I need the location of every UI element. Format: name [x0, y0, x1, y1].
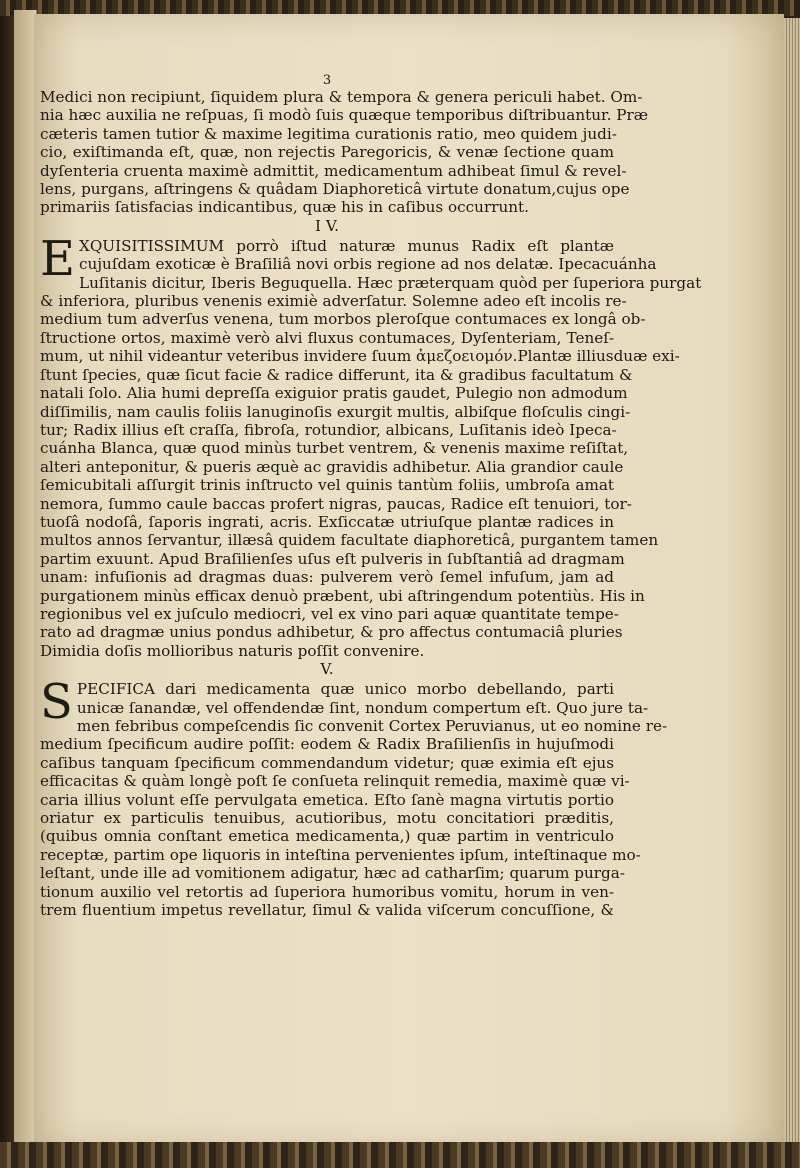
text-line: multos annos ſervantur, illæsâ quidem facultate diaphoreticâ, purgantem tamen	[40, 531, 659, 550]
page-text	[40, 72, 702, 920]
text-line: oriatur ex particulis tenuibus, acutioribus, motu concitatiori præditis,	[40, 809, 614, 828]
book-spine	[0, 0, 14, 1168]
text-line: efficacitas & quàm longè poſt ſe conſueta relinquit remedia, maximè quæ vi-	[40, 772, 630, 791]
intro-paragraph	[40, 88, 649, 217]
section-iv-paragraph	[40, 230, 702, 660]
text-line: dyſenteria cruenta maximè admittit, medicamentum adhibeat ſimul & revel-	[40, 161, 627, 180]
text-line: lens, purgans, aſtringens & quâdam Diaphoreticâ virtute donatum,cujus ope	[40, 180, 630, 199]
text-line: cio, exiſtimanda eſt, quæ, non rejectis Paregoricis, & venæ ſectione quam	[40, 143, 614, 162]
text-line: alteri anteponitur, & pueris æquè ac gravidis adhibetur. Alia grandior caule	[40, 457, 624, 476]
text-line: Dimidia doſis mollioribus naturis poſſit convenire.	[40, 641, 425, 660]
text-line: unam: infuſionis ad dragmas duas: pulverem verò ſemel infuſum, jam ad	[40, 568, 614, 587]
text-line: tur; Radix illius eſt craſſa, fibroſa, rotundior, albicans, Luſitanis ideò Ipeca-	[40, 420, 617, 439]
text-line: receptæ, partim ope liquoris in inteſtina pervenientes ipſum, inteſtinaque mo-	[40, 845, 641, 864]
text-line: (quibus omnia conſtant emetica medicamenta,) quæ partim in ventriculo	[40, 827, 614, 846]
text-line: rato ad dragmæ unius pondus adhibetur, & pro affectus contumaciâ pluries	[40, 623, 623, 642]
text-line: ſtructione ortos, maximè verò alvi fluxus contumaces, Dyſenteriam, Teneſ-	[40, 328, 614, 347]
text-line: nemora, ſummo caule baccas profert nigras, paucas, Radice eſt tenuiori, tor-	[40, 494, 632, 513]
text-line: medium tum adverſus venena, tum morbos pleroſque contumaces ex longâ ob-	[40, 310, 646, 329]
text-line: tuoſâ nodoſâ, ſaporis ingrati, acris. Exſiccatæ utriuſque plantæ radices in	[40, 512, 614, 531]
text-line: primariis ſatisfacias indicantibus, quæ his in caſibus occurrunt.	[40, 198, 529, 217]
drop-cap: S	[40, 674, 73, 731]
text-line: trem fluentium impetus revellatur, ſimul & valida viſcerum concuſſione, &	[40, 901, 614, 920]
text-line: purgationem minùs efficax denuò præbent, ubi aſtringendum potentiùs. His in	[40, 586, 645, 605]
text-line: mum, ut nihil videantur veteribus invidere ſuum ἀμεζοειομόν.Plantæ illiusduæ exi-	[40, 347, 680, 366]
text-line: unicæ ſanandæ, vel offendendæ ſint, nondum compertum eſt. Quo jure ta-	[76, 698, 649, 717]
section-heading-v: V.	[320, 660, 334, 679]
text-line: cuánha Blanca, quæ quod minùs turbet ventrem, & venenis maxime reſiſtat,	[40, 439, 629, 458]
section-heading-iv: I V.	[315, 216, 339, 235]
text-line: tionum auxilio vel retortis ad ſuperiora humoribus vomitu, horum in ven-	[40, 882, 614, 901]
text-line: cæteris tamen tutior & maxime legitima curationis ratio, meo quidem judi-	[40, 124, 617, 143]
right-page-edges	[784, 18, 800, 1142]
text-line: men febribus compeſcendis ſic convenit Cortex Peruvianus, ut eo nomine re-	[76, 717, 668, 735]
text-line: & inferiora, pluribus venenis eximiè adverſatur. Solemne adeo eſt incolis re-	[40, 292, 627, 311]
text-line: medium ſpecificum audire poſſit: eodem & Radix Braſilienſis in hujuſmodi	[40, 735, 614, 754]
text-line: PECIFICA dari medicamenta quæ unico morbo debellando, parti	[76, 680, 614, 699]
binding-bottom-edge	[0, 1142, 800, 1168]
text-line: Medici non recipiunt, ſiquidem plura & tempora & genera periculi habet. Om-	[40, 88, 643, 106]
text-line: XQUISITISSIMUM porrò iſtud naturæ munus Radix eſt plantæ	[79, 236, 614, 255]
text-line: partim exuunt. Apud Braſilienſes uſus eſt pulveris in ſubſtantiâ ad dragmam	[40, 549, 625, 568]
text-line: caria illius volunt eſſe pervulgata emetica. Eſto ſanè magna virtutis portio	[40, 790, 614, 809]
text-line: regionibus vel ex juſculo mediocri, vel ex vino pari aquæ quantitate tempe-	[40, 604, 619, 623]
text-line: nia hæc auxilia ne reſpuas, ſi modò ſuis quæque temporibus diſtribuantur. Præ	[40, 106, 649, 125]
text-line: leſtant, unde ille ad vomitionem adigatur, hæc ad catharſim; quarum purga-	[40, 864, 625, 883]
text-line: Luſitanis dicitur, Iberis Beguquella. Hæc præterquam quòd per ſuperiora purgat	[79, 273, 702, 292]
section-v-paragraph	[40, 674, 668, 920]
page-number: 3	[322, 73, 332, 88]
text-line: caſibus tanquam ſpecificum commendandum videtur; quæ eximia eſt ejus	[40, 753, 614, 772]
text-line: ſtunt ſpecies, quæ ſicut facie & radice differunt, ita & gradibus facultatum &	[40, 365, 633, 384]
text-line: cujuſdam exoticæ è Braſiliâ novi orbis regione ad nos delatæ. Ipecacuánha	[79, 255, 657, 274]
text-line: diſſimilis, nam caulis foliis lanuginoſis exurgit multis, albiſque floſculis cingi-	[40, 402, 631, 421]
text-line: ſemicubitali aſſurgit trinis inſtructo vel quinis tantùm foliis, umbroſa amat	[40, 476, 614, 495]
drop-cap: E	[40, 230, 76, 287]
text-line: natali ſolo. Alia humi depreſſa exiguior pratis gaudet, Pulegio non admodum	[40, 384, 628, 403]
